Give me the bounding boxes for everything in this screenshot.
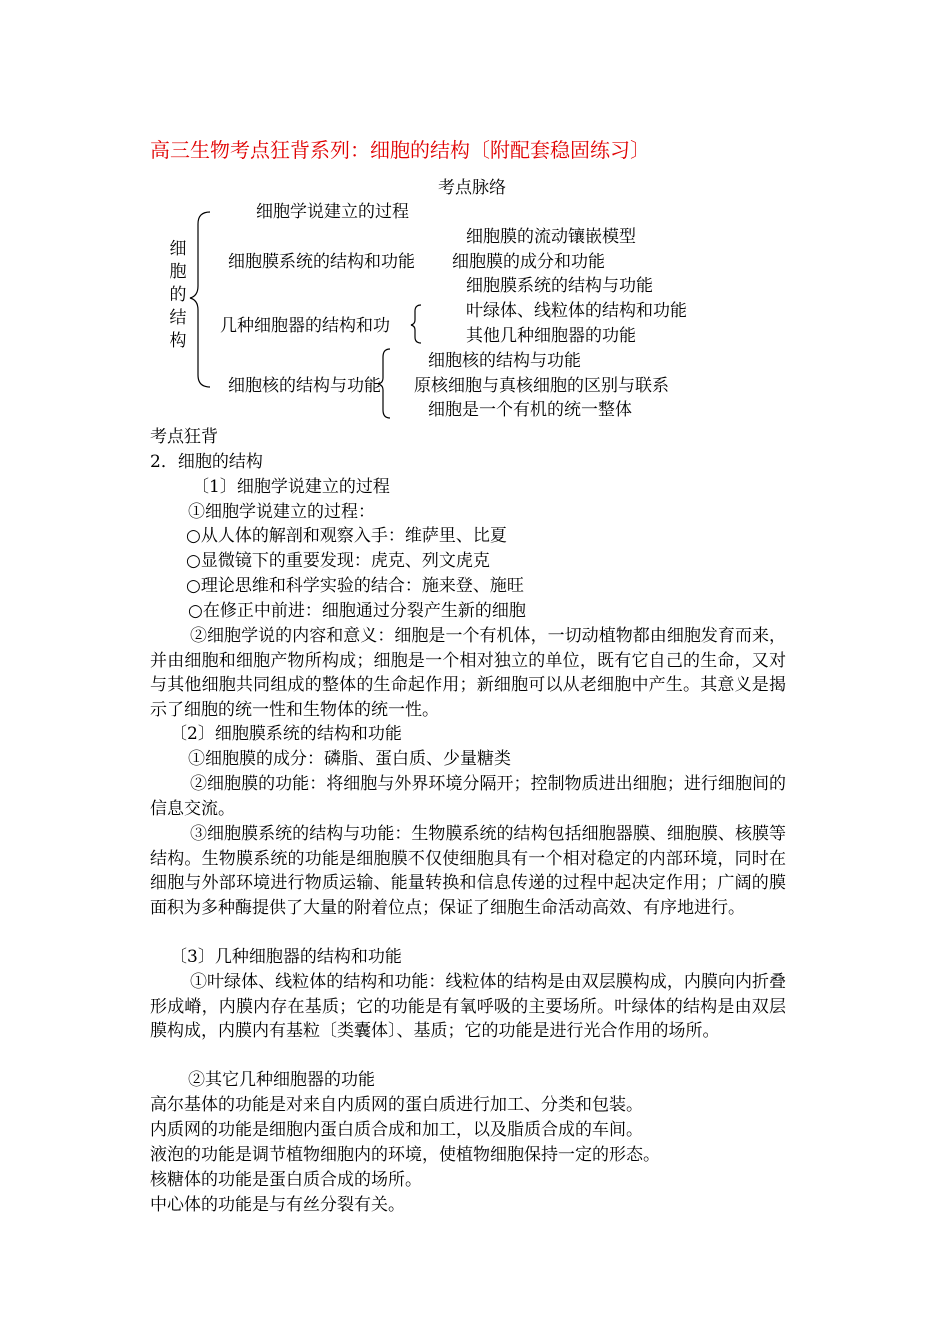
nucleus-item-3: 细胞是一个有机的统一整体 [428, 400, 632, 420]
paragraph-1-2: ②细胞学说的内容和意义：细胞是一个有机体，一切动植物都由细胞发育而来，并由细胞和细胞产物所构成；细胞是一个相对独立的单位，既有它自己的生命，又对与其他细胞共同组成的整体的生命起作用；新细胞可以从老细胞中产生。其意义是揭示了细胞的统一性和生物体的统一性。 [150, 626, 786, 720]
point-2-1: ①细胞膜的成分：磷脂、蛋白质、少量糖类 [188, 749, 511, 769]
paragraph-2-2: ②细胞膜的功能：将细胞与外界环境分隔开；控制物质进出细胞；进行细胞间的信息交流。 [150, 774, 786, 819]
bullet-1: ○从人体的解剖和观察入手：维萨里、比夏 [186, 526, 507, 546]
bullet-2: ○显微镜下的重要发现：虎克、列文虎克 [186, 551, 490, 571]
line-centrosome: 中心体的功能是与有丝分裂有关。 [150, 1195, 405, 1215]
organelle-brace [409, 304, 425, 344]
line-ribosome: 核糖体的功能是蛋白质合成的场所。 [150, 1170, 422, 1190]
line-vacuole: 液泡的功能是调节植物细胞内的环境，使植物细胞保持一定的形态。 [150, 1145, 660, 1165]
line-er: 内质网的功能是细胞内蛋白质合成和加工，以及脂质合成的车间。 [150, 1120, 643, 1140]
nucleus-brace [376, 348, 394, 420]
organelle-item-1: 叶绿体、线粒体的结构和功能 [466, 301, 687, 321]
page-title: 高三生物考点狂背系列：细胞的结构〔附配套稳固练习〕 [150, 138, 650, 162]
branch-membrane: 细胞膜系统的结构和功能 [228, 252, 415, 272]
section-subheading: 2．细胞的结构 [150, 452, 263, 472]
branch-nucleus: 细胞核的结构与功能 [228, 376, 381, 396]
branch-cell-theory: 细胞学说建立的过程 [256, 202, 409, 222]
membrane-item-1: 细胞膜的流动镶嵌模型 [466, 227, 636, 247]
map-root: 细胞的结构 [169, 239, 187, 351]
concept-map-heading: 考点脉络 [438, 178, 506, 198]
point-1-1: ①细胞学说建立的过程： [188, 502, 375, 522]
section-heading: 考点狂背 [150, 427, 218, 447]
subsection-2-title: 〔2〕细胞膜系统的结构和功能 [170, 724, 402, 744]
line-golgi: 高尔基体的功能是对来自内质网的蛋白质进行加工、分类和包装。 [150, 1095, 643, 1115]
branch-organelles: 几种细胞器的结构和功 [220, 316, 390, 336]
main-brace [188, 210, 218, 390]
subsection-3-title: 〔3〕几种细胞器的结构和功能 [170, 947, 402, 967]
paragraph-3-1: ①叶绿体、线粒体的结构和功能：线粒体的结构是由双层膜构成，内膜向内折叠形成嵴，内膜内存在基质；它的功能是有氧呼吸的主要场所。叶绿体的结构是由双层膜构成，内膜内有基粒〔类囊体〕、基质；它的功能是进行光合作用的场所。 [150, 972, 786, 1042]
membrane-item-2: 细胞膜的成分和功能 [452, 252, 605, 272]
point-3-2: ②其它几种细胞器的功能 [188, 1070, 375, 1090]
nucleus-item-2: 原核细胞与真核细胞的区别与联系 [414, 376, 669, 396]
subsection-1-title: 〔1〕细胞学说建立的过程 [192, 477, 390, 497]
organelle-item-2: 其他几种细胞器的功能 [466, 326, 636, 346]
bullet-3: ○理论思维和科学实验的结合：施来登、施旺 [186, 576, 524, 596]
membrane-item-3: 细胞膜系统的结构与功能 [466, 276, 653, 296]
nucleus-item-1: 细胞核的结构与功能 [428, 351, 581, 371]
paragraph-2-3: ③细胞膜系统的结构与功能：生物膜系统的结构包括细胞器膜、细胞膜、核膜等结构。生物膜系统的功能是细胞膜不仅使细胞具有一个相对稳定的内部环境，同时在细胞与外部环境进行物质运输、能量转换和信息传递的过程中起决定作用；广阔的膜面积为多种酶提供了大量的附着位点；保证了细胞生命活动高效、有序地进行。 [150, 824, 786, 918]
bullet-4: ○在修正中前进：细胞通过分裂产生新的细胞 [188, 601, 526, 621]
